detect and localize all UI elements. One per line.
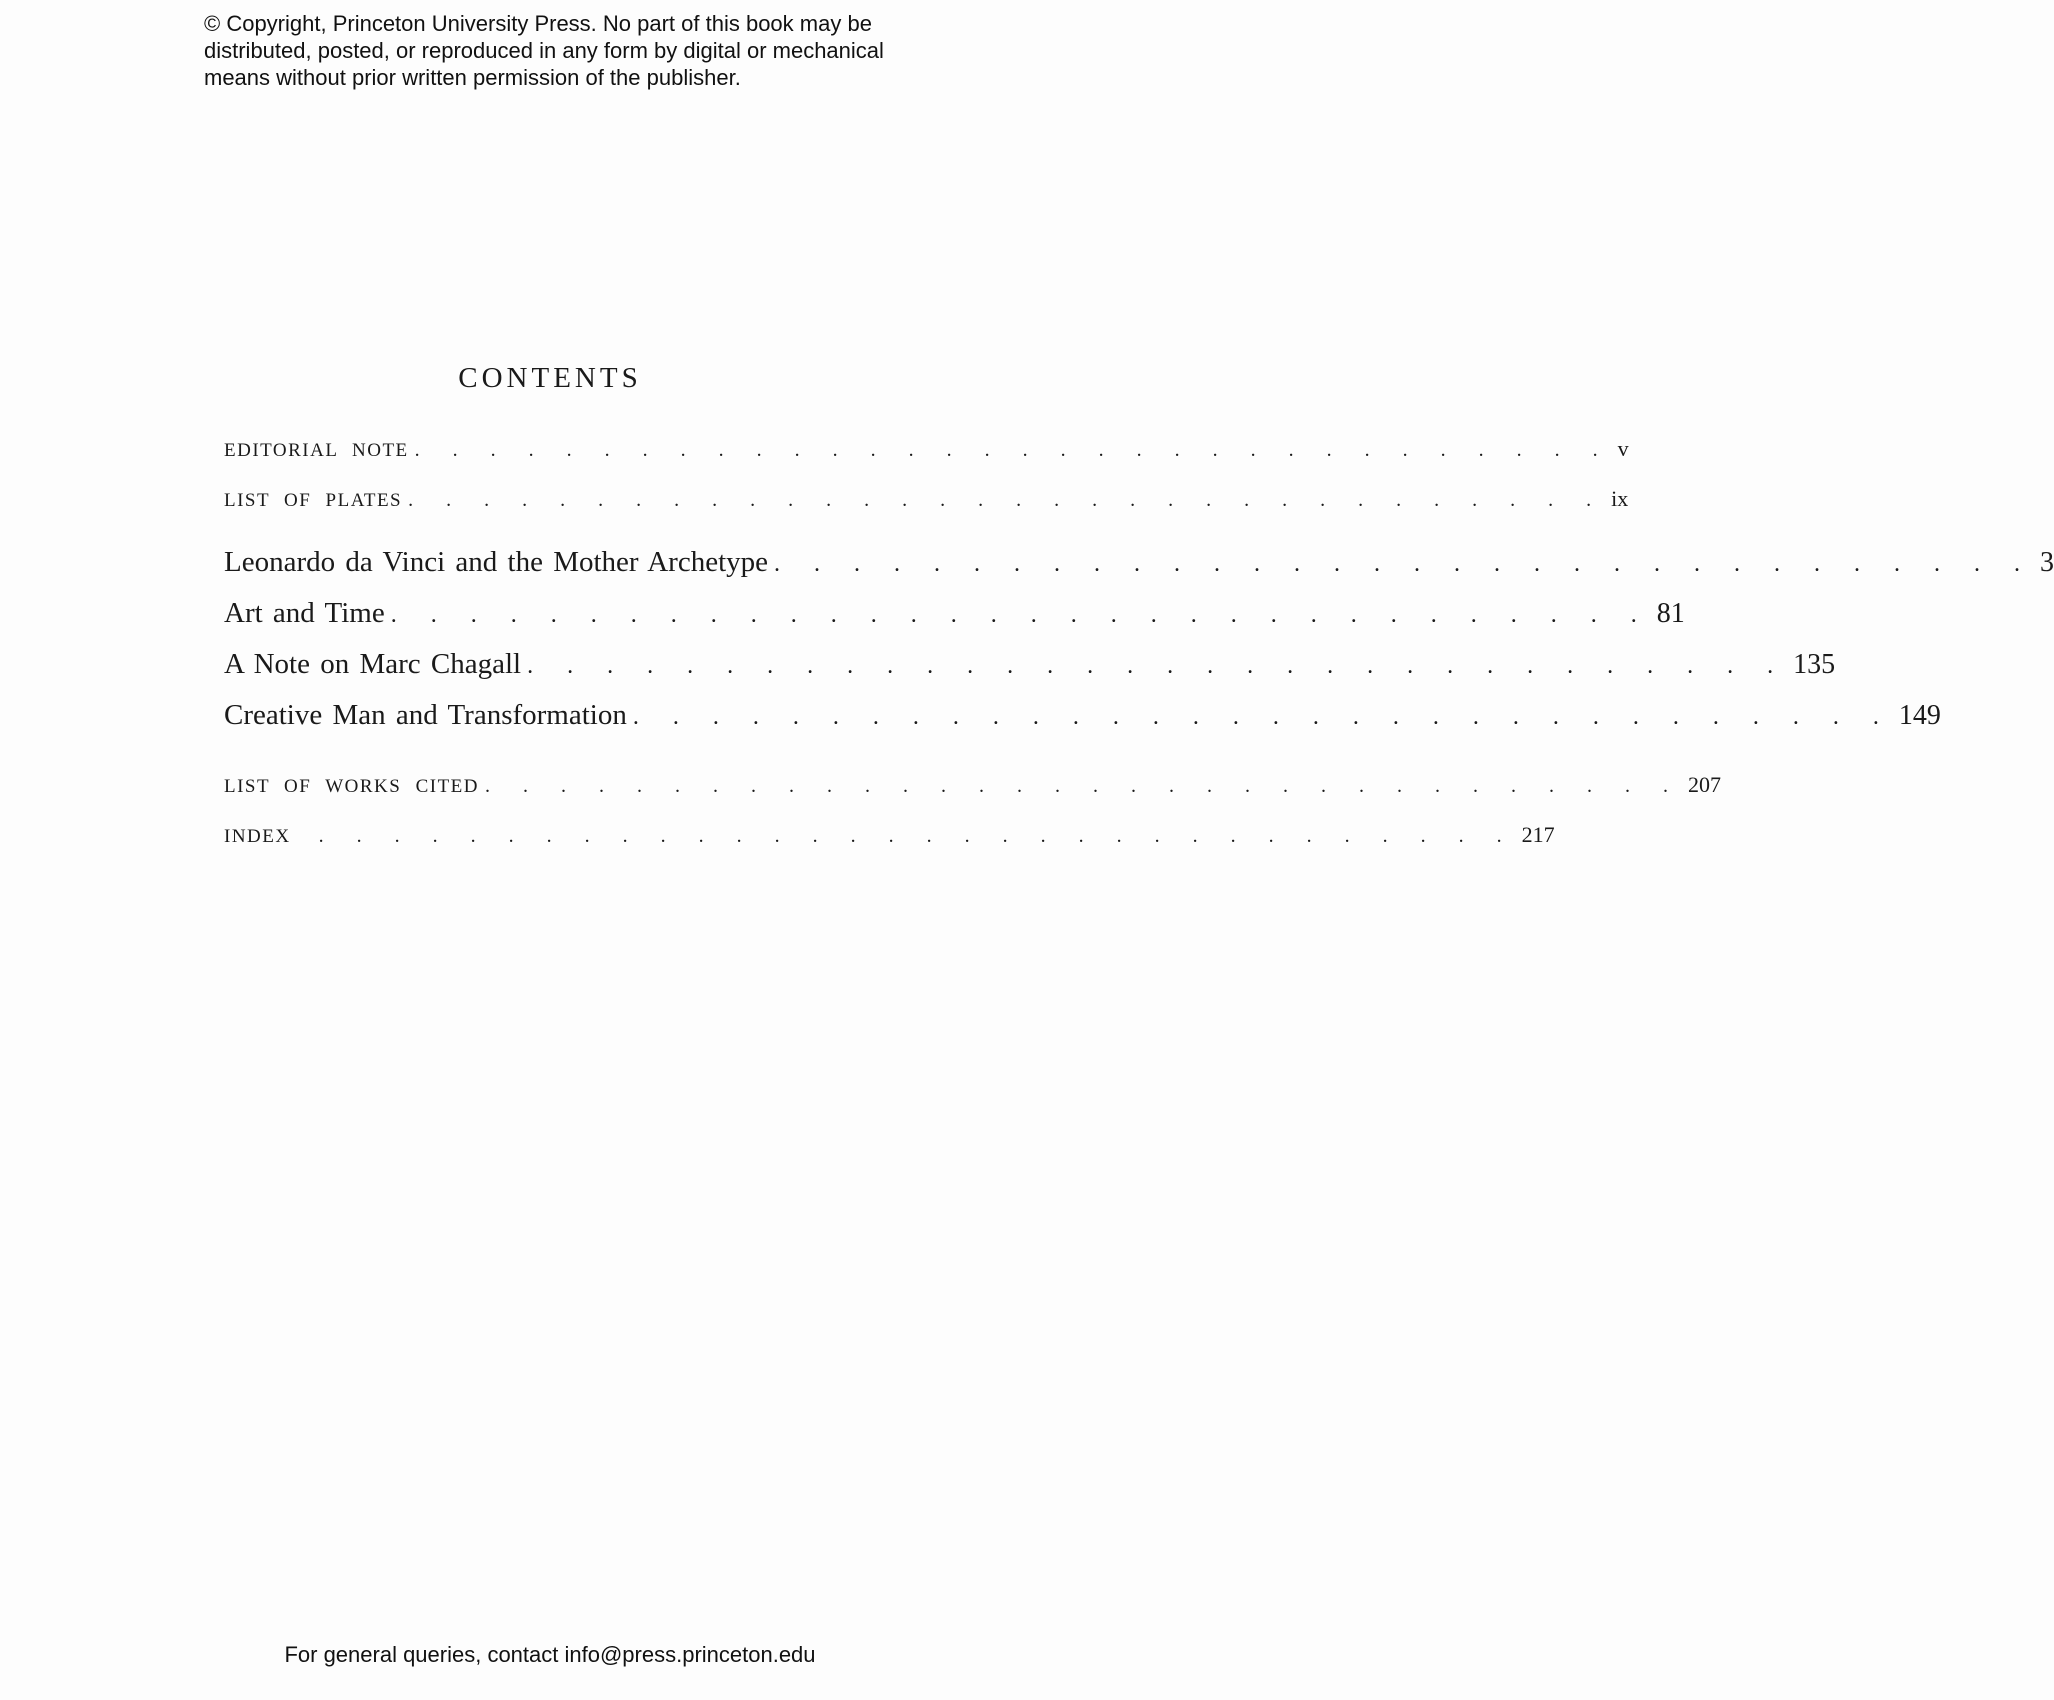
toc-entry-page: 149 — [1898, 700, 1941, 731]
dot-leader: . . . . . . . . . . . . . . . . . . . . . . . . . . . . . . . . — [774, 551, 2034, 577]
toc-entry-title: EDITORIAL NOTE — [224, 440, 409, 461]
toc-entry-title: INDEX — [224, 826, 291, 847]
copyright-line: distributed, posted, or reproduced in any form by digital or mechanical — [204, 38, 884, 63]
toc-entry-title: LIST OF WORKS CITED — [224, 776, 480, 797]
toc-entry-page: 217 — [1521, 822, 1555, 847]
dot-leader: . . . . . . . . . . . . . . . . . . . . . . . . . . . . . . . . — [527, 653, 1788, 679]
footer-contact: For general queries, contact info@press.princeton.edu — [284, 1642, 816, 1667]
dot-leader: . . . . . . . . . . . . . . . . . . . . . . . . . . . . . . . . — [414, 439, 1612, 461]
toc-entry-page: 3 — [2040, 547, 2054, 578]
toc-entry-page: v — [1617, 436, 1629, 461]
toc-entry-index[interactable] — [224, 822, 1555, 848]
toc-entry-title: Leonardo da Vinci and the Mother Archetype — [224, 546, 768, 578]
toc-entry-creative-man[interactable] — [224, 699, 1941, 732]
toc-entry-page: ix — [1611, 486, 1629, 511]
dot-leader: . . . . . . . . . . . . . . . . . . . . . . . . . . . . . . . . — [408, 489, 1606, 511]
toc-entry-chagall[interactable] — [224, 648, 1836, 681]
toc-entry-title: Creative Man and Transformation — [224, 699, 627, 731]
toc-entry-works-cited[interactable] — [224, 772, 1722, 798]
dot-leader: . . . . . . . . . . . . . . . . . . . . . . . . . . . . . . . . — [318, 825, 1516, 847]
toc-entry-page: 207 — [1688, 772, 1722, 797]
toc-entry-title: Art and Time — [224, 597, 385, 629]
dot-leader: . . . . . . . . . . . . . . . . . . . . . . . . . . . . . . . . — [632, 704, 1893, 730]
toc-entry-title: A Note on Marc Chagall — [224, 648, 522, 680]
toc-entry-list-of-plates[interactable] — [224, 486, 1629, 512]
toc-entry-leonardo[interactable] — [224, 546, 2054, 579]
copyright-notice — [204, 10, 924, 91]
toc-entry-title: LIST OF PLATES — [224, 490, 403, 511]
contents-heading: CONTENTS — [458, 362, 642, 394]
toc-entry-page: 81 — [1656, 598, 1685, 629]
toc-entry-page: 135 — [1793, 649, 1836, 680]
dot-leader: . . . . . . . . . . . . . . . . . . . . . . . . . . . . . . . . — [390, 602, 1651, 628]
dot-leader: . . . . . . . . . . . . . . . . . . . . . . . . . . . . . . . . — [485, 775, 1683, 797]
toc-entry-editorial-note[interactable] — [224, 436, 1629, 462]
copyright-line: means without prior written permission of the publisher. — [204, 65, 741, 90]
copyright-line: © Copyright, Princeton University Press. No part of this book may be — [204, 11, 872, 36]
toc-entry-art-and-time[interactable] — [224, 597, 1685, 630]
